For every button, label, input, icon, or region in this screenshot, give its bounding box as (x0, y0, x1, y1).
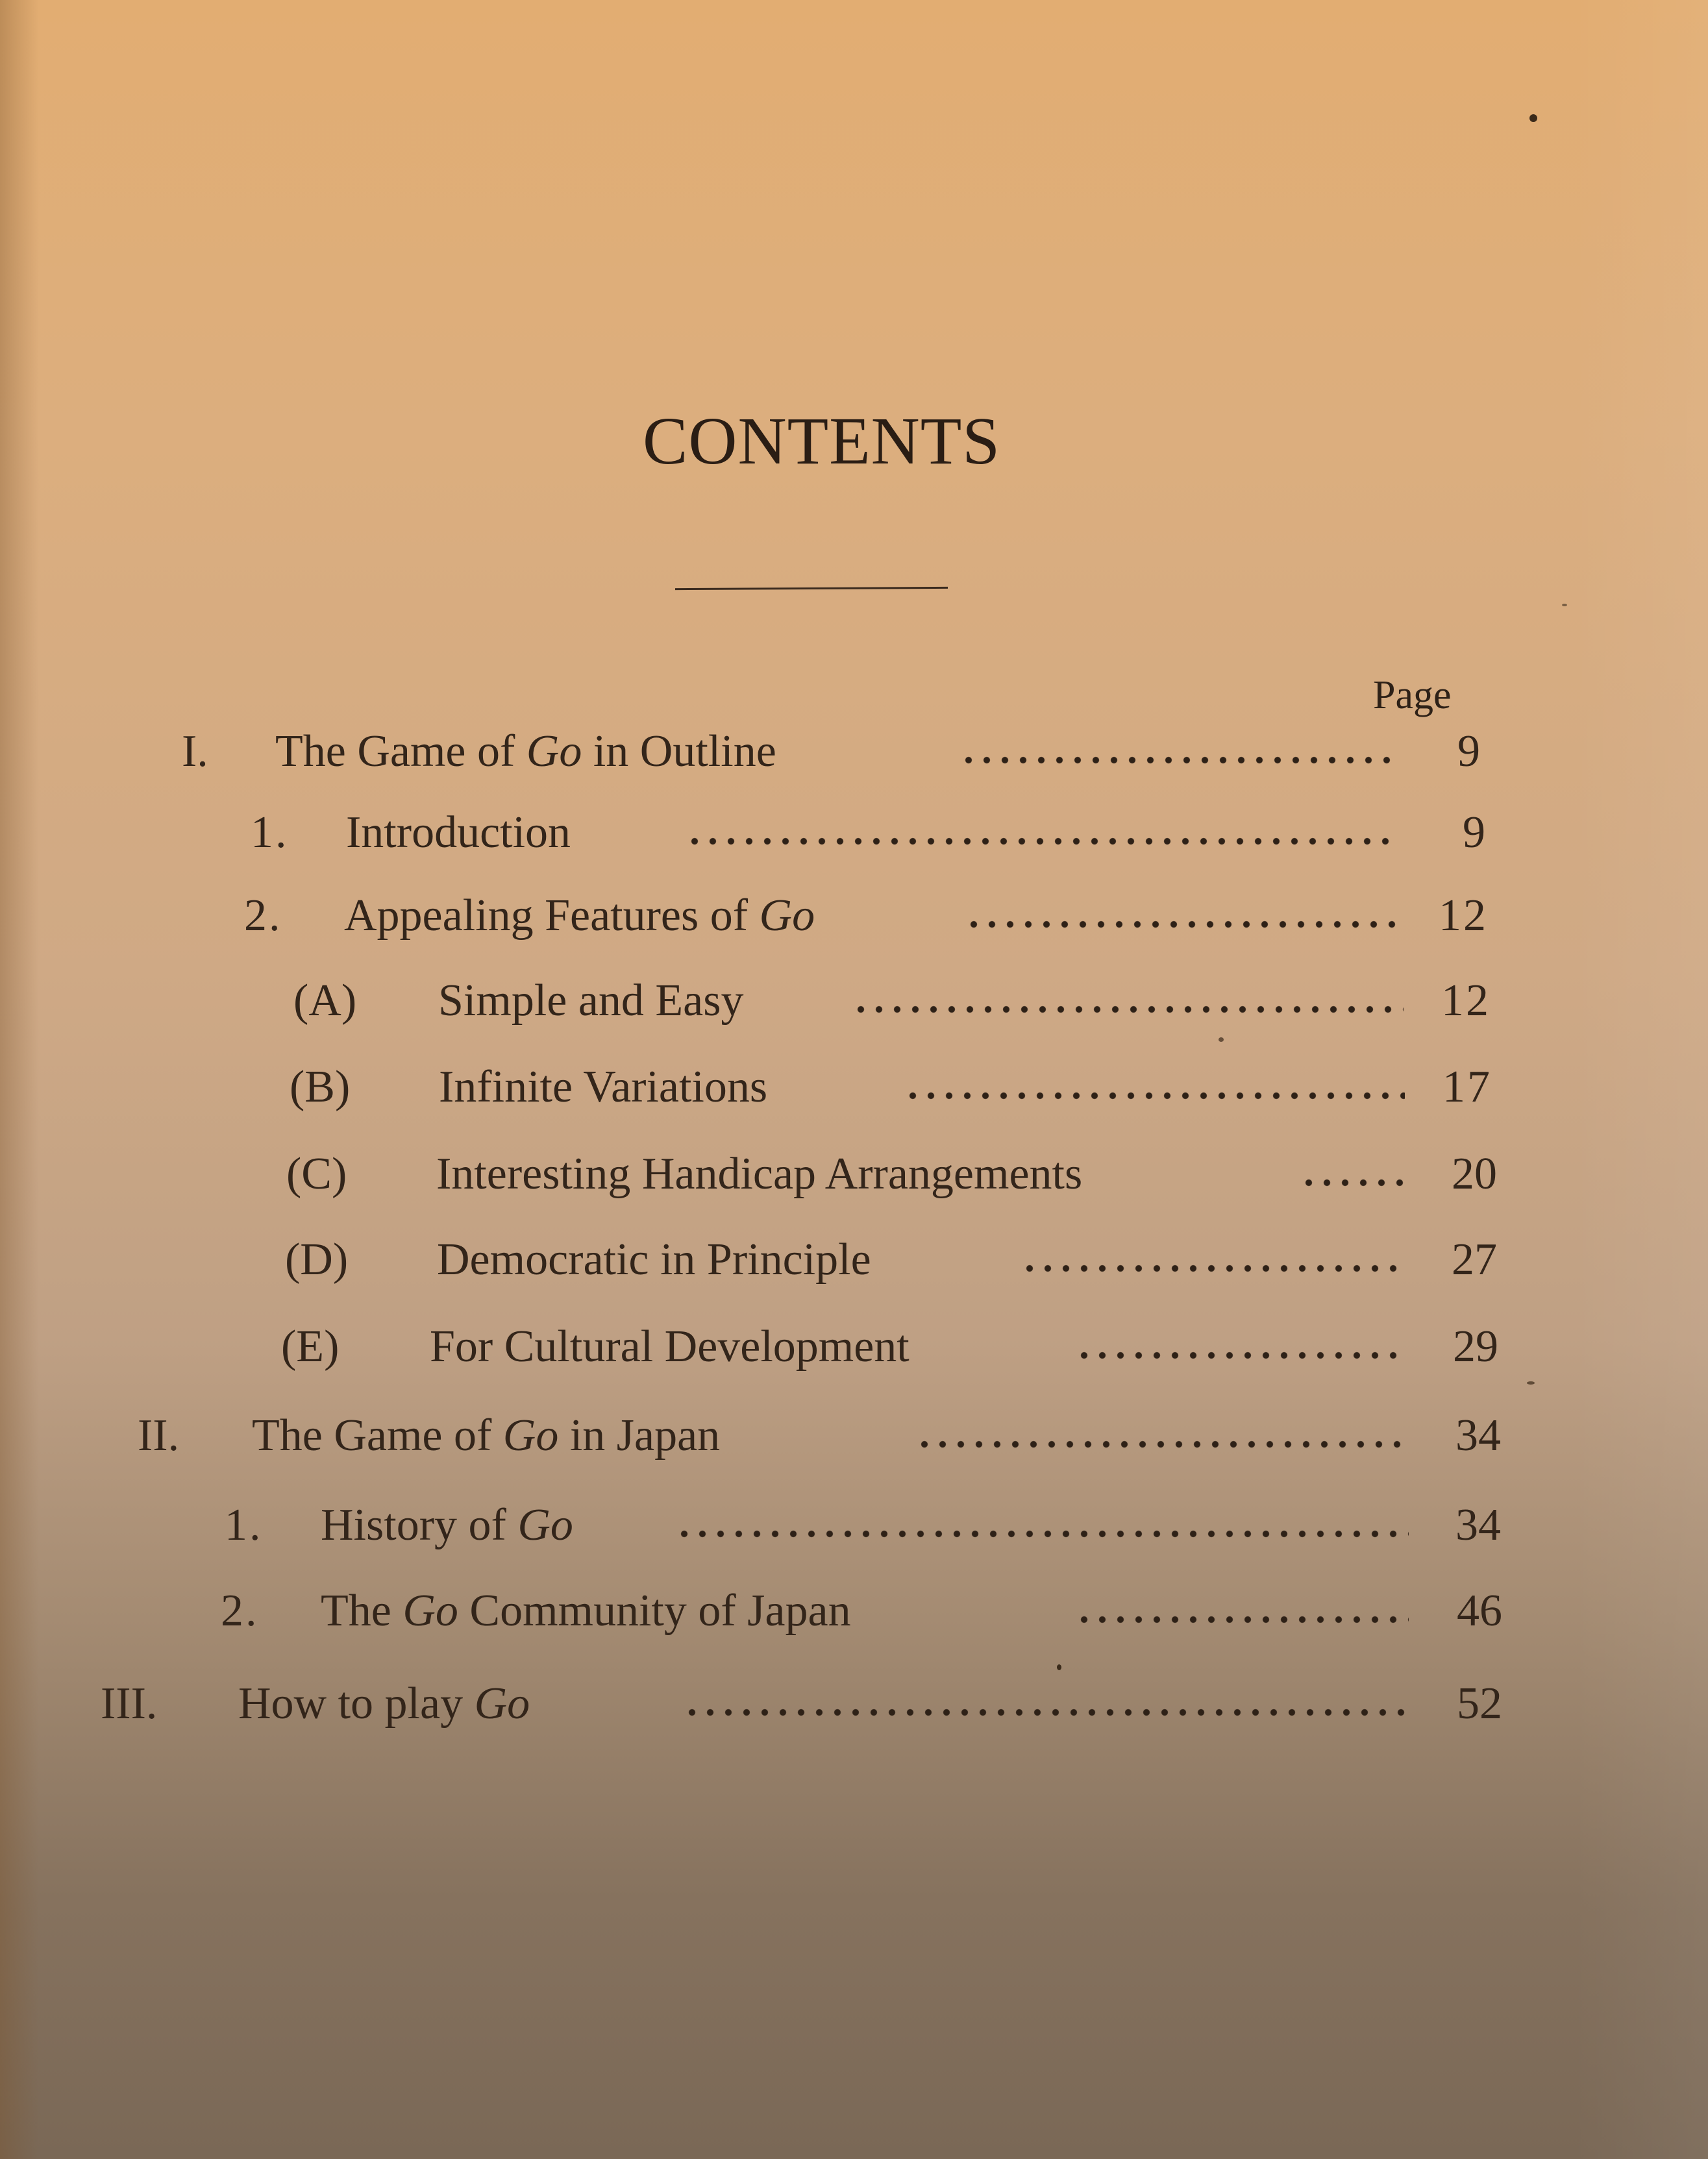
toc-entry-title: Simple and Easy (438, 976, 744, 1026)
toc-entry-number: (D) (285, 1235, 349, 1285)
toc-entry[interactable] (0, 1145, 1708, 1203)
dot-leader (852, 1005, 1404, 1013)
title-rule-divider (675, 587, 948, 590)
toc-entry-page: 17 (1442, 1062, 1492, 1112)
dot-leader (904, 1092, 1405, 1100)
toc-entry[interactable] (0, 1058, 1708, 1117)
dot-leader (965, 920, 1400, 928)
toc-entry-number: III. (101, 1679, 158, 1729)
toc-entry-number: 1. (251, 808, 289, 857)
page-title: CONTENTS (643, 404, 1001, 478)
toc-entry[interactable] (0, 887, 1708, 945)
toc-entry-title: How to play Go (238, 1679, 530, 1729)
toc-entry-title: The Game of Go in Japan (252, 1411, 721, 1461)
toc-entry-page: 34 (1455, 1500, 1501, 1550)
toc-entry[interactable] (0, 722, 1708, 781)
toc-entry-number: 2. (221, 1586, 259, 1636)
toc-entry[interactable] (0, 1675, 1708, 1733)
toc-entry-number: 1. (225, 1500, 263, 1550)
page-column-heading: Page (1373, 673, 1452, 717)
toc-entry-page: 46 (1457, 1586, 1502, 1636)
toc-entry[interactable] (0, 804, 1708, 862)
dot-leader (1300, 1179, 1409, 1187)
toc-entry[interactable] (0, 1231, 1708, 1289)
toc-entry-page: 27 (1452, 1235, 1497, 1285)
toc-entry-title: The Game of Go in Outline (275, 726, 776, 776)
dot-leader (1075, 1351, 1407, 1359)
toc-entry-title: For Cultural Development (430, 1322, 910, 1372)
dot-leader (915, 1440, 1409, 1448)
toc-entry-page: 52 (1457, 1679, 1502, 1729)
paper-speck (1527, 1381, 1535, 1385)
toc-entry[interactable] (0, 972, 1708, 1030)
toc-entry-number: 2. (244, 891, 282, 941)
toc-entry-page: 20 (1452, 1149, 1497, 1199)
dot-leader (675, 1530, 1409, 1538)
toc-entry-title: Democratic in Principle (437, 1235, 871, 1285)
toc-entry[interactable] (0, 1407, 1708, 1465)
paper-speck (1057, 1664, 1061, 1670)
toc-entry-title: Infinite Variations (439, 1062, 768, 1112)
dot-leader (959, 756, 1396, 764)
dot-leader (683, 1709, 1410, 1716)
toc-entry[interactable] (0, 1582, 1708, 1640)
toc-entry[interactable] (0, 1318, 1708, 1376)
toc-entry-number: (C) (286, 1149, 347, 1199)
toc-entry-number: (B) (290, 1062, 351, 1112)
paper-speck (1529, 114, 1537, 122)
toc-entry-number: II. (138, 1411, 180, 1461)
toc-entry-title: The Go Community of Japan (321, 1586, 851, 1636)
toc-entry-page: 9 (1463, 808, 1485, 857)
toc-entry-page: 12 (1441, 976, 1491, 1026)
toc-entry-title: History of Go (321, 1500, 573, 1550)
toc-entry-page: 9 (1457, 726, 1480, 776)
toc-entry-title: Appealing Features of Go (344, 891, 815, 941)
toc-entry[interactable] (0, 1496, 1708, 1555)
toc-entry-number: (A) (293, 976, 357, 1026)
toc-entry-number: I. (182, 726, 208, 776)
toc-entry-page: 12 (1439, 891, 1488, 941)
dot-leader (686, 837, 1396, 845)
paper-speck (1219, 1037, 1224, 1042)
dot-leader (1075, 1616, 1409, 1623)
dot-leader (1021, 1265, 1407, 1272)
toc-entry-number: (E) (281, 1322, 340, 1372)
toc-entry-page: 34 (1455, 1411, 1501, 1461)
toc-entry-page: 29 (1453, 1322, 1498, 1372)
paper-speck (1562, 604, 1567, 606)
toc-entry-title: Introduction (346, 808, 571, 857)
toc-entry-title: Interesting Handicap Arrangements (436, 1149, 1083, 1199)
